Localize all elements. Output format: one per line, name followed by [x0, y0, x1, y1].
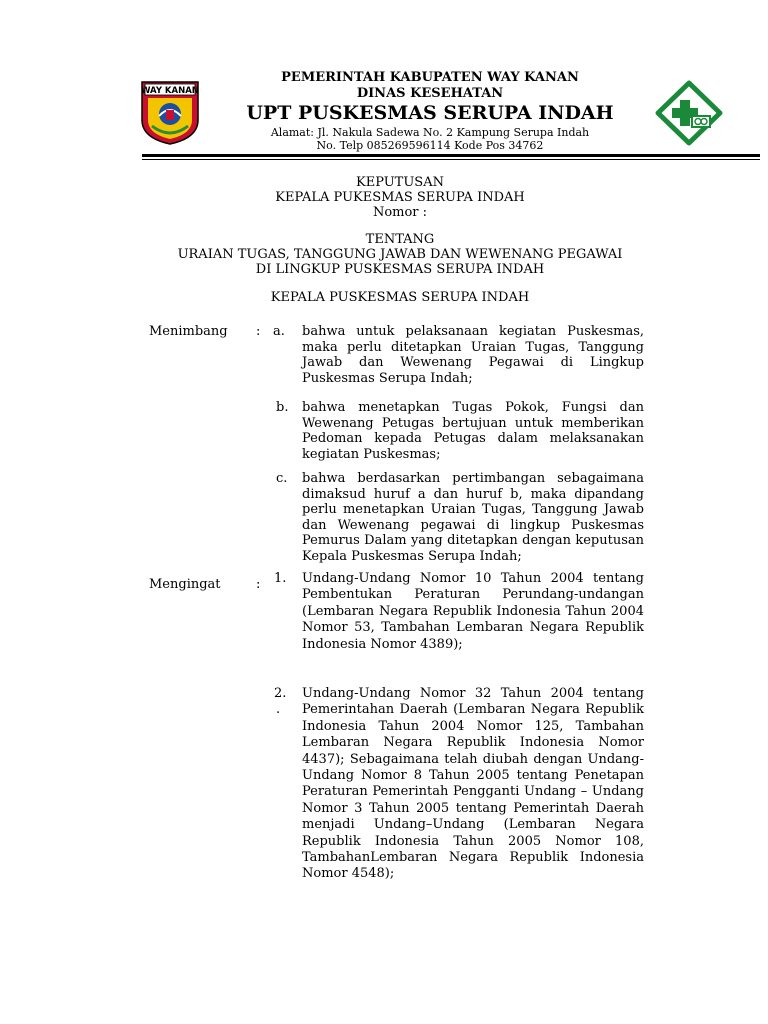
title-keputusan: KEPUTUSAN: [356, 175, 444, 190]
letterhead-phone: No. Telp 085269596114 Kode Pos 34762: [316, 139, 544, 152]
way-kanan-emblem-icon: [138, 80, 202, 146]
menimbang-label: Menimbang: [149, 324, 228, 339]
mengingat-colon: :: [256, 577, 261, 592]
menimbang-mark-a: a.: [273, 324, 285, 339]
letterhead-government: PEMERINTAH KABUPATEN WAY KANAN: [281, 70, 579, 85]
mengingat-mark-2-dot: .: [276, 702, 281, 717]
logo-left-label: WAY KANAN: [141, 86, 199, 96]
mengingat-mark-1: 1.: [274, 571, 287, 586]
title-tentang: TENTANG: [365, 232, 435, 247]
title-kepala: KEPALA PUKESMAS SERUPA INDAH: [275, 190, 525, 205]
letterhead-rule-thick: [142, 154, 760, 157]
menimbang-item-c: bahwa berdasarkan pertimbangan sebagaimana dimaksud huruf a dan huruf b, maka dipandang perlu menetapkan Uraian Tugas, Tanggung Jawab dan Wewenang pegawai di lingkup Puskesmas Pemurus Dalam yang ditetapkan dengan keputusan Kepala Puskesmas Serupa Indah;: [302, 471, 644, 564]
title-nomor: Nomor :: [372, 205, 428, 220]
letterhead-department: DINAS KESEHATAN: [356, 86, 504, 101]
letterhead-rule-thin: [142, 159, 760, 160]
mengingat-item-2: Undang-Undang Nomor 32 Tahun 2004 tentang Pemerintahan Daerah (Lembaran Negara Republik Indonesia Tahun 2004 Nomor 125, Tambahan Lembaran Negara Republik Indonesia Nomor 4437); Sebagaimana telah diubah dengan Undang-Undang Nomor 8 Tahun 2005 tentang Penetapan Peraturan Pemerintah Pengganti Undang – Undang Nomor 3 Tahun 2005 tentang Pemerintah Daerah menjadi Undang–Undang (Lembaran Negara Republik Indonesia Tahun 2005 Nomor 108, TambahanLembaran Negara Republik Indonesia Nomor 4548);: [302, 686, 644, 882]
title-subject-line2: DI LINGKUP PUSKESMAS SERUPA INDAH: [255, 262, 545, 277]
letterhead: [210, 70, 650, 152]
menimbang-item-a: bahwa untuk pelaksanaan kegiatan Puskesmas, maka perlu ditetapkan Uraian Tugas, Tanggung Jawab dan Wewenang Pegawai di Lingkup Puskesmas Serupa Indah;: [302, 324, 644, 386]
title-subject-line1: URAIAN TUGAS, TANGGUNG JAWAB DAN WEWENANG PEGAWAI: [177, 247, 623, 262]
mengingat-mark-2: 2.: [274, 686, 287, 701]
letterhead-institution: UPT PUSKESMAS SERUPA INDAH: [246, 102, 614, 124]
title-issuer: KEPALA PUSKESMAS SERUPA INDAH: [270, 290, 530, 305]
mengingat-item-1: Undang-Undang Nomor 10 Tahun 2004 tentang Pembentukan Peraturan Perundang-undangan (Lembaran Negara Republik Indonesia Tahun 2004 Nomor 53, Tambahan Lembaran Negara Republik Indonesia Nomor 4389);: [302, 571, 644, 652]
menimbang-mark-b: b.: [276, 400, 289, 415]
puskesmas-logo-icon: [654, 80, 724, 146]
menimbang-colon: :: [256, 324, 261, 339]
mengingat-label: Mengingat: [149, 577, 221, 592]
menimbang-item-b: bahwa menetapkan Tugas Pokok, Fungsi dan Wewenang Petugas bertujuan untuk memberikan Pedoman kepada Petugas dalam melaksanakan kegiatan Puskesmas;: [302, 400, 644, 462]
letterhead-address: Alamat: Jl. Nakula Sadewa No. 2 Kampung Serupa Indah: [270, 126, 590, 139]
menimbang-mark-c: c.: [276, 471, 288, 486]
